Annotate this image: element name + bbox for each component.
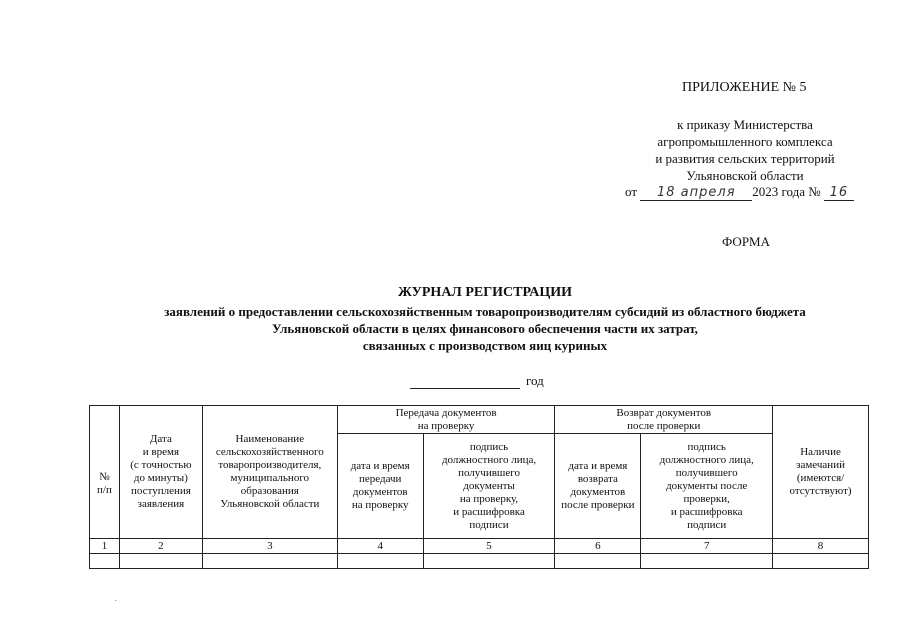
column-number: 3: [202, 539, 337, 554]
header-text: (имеются/: [796, 472, 845, 484]
header-text: документы: [463, 479, 515, 492]
header-col-no: [90, 406, 120, 539]
header-text: подпись: [469, 440, 509, 453]
column-number: 6: [555, 539, 641, 554]
header-text: подпись: [687, 440, 726, 453]
header-col-date: [119, 406, 202, 539]
column-number: 5: [423, 539, 555, 554]
header-text: на проверку: [351, 499, 409, 511]
header-text: до минуты): [133, 472, 188, 484]
header-text: Возврат документов: [616, 406, 712, 419]
header-text: после проверки: [561, 499, 635, 511]
header-text: Передача документов: [395, 406, 497, 419]
header-text: дата и время: [568, 460, 628, 472]
header-text: отсутствуют): [789, 485, 852, 497]
header-text: образования: [240, 485, 299, 497]
header-text: поступления: [131, 485, 191, 497]
order-date-field: [640, 184, 752, 201]
header-text: должностного лица,: [659, 453, 754, 466]
header-text: товаропроизводителя,: [218, 459, 322, 471]
registration-table: [89, 405, 869, 569]
header-text: документов: [352, 486, 408, 498]
empty-cell[interactable]: [773, 554, 869, 569]
header-text: и расшифровка: [670, 505, 743, 518]
table-row: [90, 554, 869, 569]
order-ref-line: агропромышленного комплекса: [657, 134, 833, 149]
order-date-handwritten: 18 апреля: [657, 185, 736, 200]
header-text: и расшифровка: [453, 505, 525, 518]
order-number-handwritten: 16: [829, 185, 849, 200]
header-text: №: [99, 471, 110, 483]
header-text: Дата: [149, 433, 172, 445]
empty-cell[interactable]: [119, 554, 202, 569]
order-ref-line: Ульяновской области: [686, 168, 804, 183]
header-return-date: [555, 434, 641, 539]
column-numbers-row: [90, 539, 869, 554]
year-blank: [410, 374, 520, 389]
column-number: 8: [773, 539, 869, 554]
header-text: заявления: [137, 498, 185, 510]
header-text: после проверки: [627, 419, 701, 432]
header-text: замечаний: [796, 459, 845, 471]
header-text: (с точностью: [130, 459, 192, 471]
header-text: муниципального: [230, 472, 310, 484]
header-text: дата и время: [350, 460, 410, 472]
journal-subtitle-line: Ульяновской области в целях финансового обеспечения части их затрат,: [272, 321, 698, 336]
empty-cell[interactable]: [641, 554, 773, 569]
column-number: 7: [641, 539, 773, 554]
appendix-title: ПРИЛОЖЕНИЕ № 5: [682, 80, 807, 95]
header-text: на проверку: [417, 419, 475, 432]
order-date-line: [625, 184, 854, 201]
header-text: проверки,: [683, 492, 730, 505]
order-reference: [625, 116, 865, 184]
empty-cell[interactable]: [555, 554, 641, 569]
header-text: п/п: [97, 484, 112, 496]
order-number-field: [824, 184, 854, 201]
year-label: год: [526, 373, 544, 388]
header-col-name: [202, 406, 337, 539]
header-text: сельскохозяйственного: [215, 446, 324, 458]
column-number: 4: [337, 539, 423, 554]
header-group-transfer: [337, 406, 555, 434]
header-transfer-date: [337, 434, 423, 539]
header-text: получившего: [458, 466, 520, 479]
header-text: Наименование: [235, 433, 305, 445]
form-label: ФОРМА: [722, 234, 770, 249]
header-text: подписи: [469, 518, 509, 531]
column-number: 2: [119, 539, 202, 554]
journal-subtitle: [90, 303, 880, 354]
order-year-label: 2023 года №: [752, 184, 821, 199]
margin-mark: ·: [114, 596, 118, 607]
header-row-group: [90, 406, 869, 434]
header-text: и время: [142, 446, 180, 458]
header-col-remarks: [773, 406, 869, 539]
header-text: Наличие: [800, 446, 841, 458]
journal-subtitle-line: связанных с производством яиц куриных: [362, 338, 608, 353]
order-from-label: от: [625, 184, 638, 199]
order-ref-line: и развития сельских территорий: [655, 151, 835, 166]
header-group-return: [555, 406, 773, 434]
empty-cell[interactable]: [337, 554, 423, 569]
header-text: должностного лица,: [441, 453, 537, 466]
column-number: 1: [90, 539, 120, 554]
empty-cell[interactable]: [90, 554, 120, 569]
header-transfer-sign: [423, 434, 555, 539]
journal-subtitle-line: заявлений о предоставлении сельскохозяйственным товаропроизводителям субсидий из областного бюджета: [164, 304, 806, 319]
header-text: Ульяновской области: [220, 498, 320, 510]
header-text: получившего: [675, 466, 738, 479]
header-text: возврата: [577, 473, 618, 485]
empty-cell[interactable]: [423, 554, 555, 569]
header-text: подписи: [687, 518, 727, 531]
journal-title: ЖУРНАЛ РЕГИСТРАЦИИ: [397, 285, 573, 300]
year-line: [410, 373, 544, 389]
empty-cell[interactable]: [202, 554, 337, 569]
header-text: на проверку,: [459, 492, 519, 505]
header-text: документов: [570, 486, 626, 498]
header-return-sign: [641, 434, 773, 539]
header-text: передачи: [358, 473, 402, 485]
header-text: документы после: [666, 479, 748, 492]
order-ref-line: к приказу Министерства: [677, 117, 813, 132]
